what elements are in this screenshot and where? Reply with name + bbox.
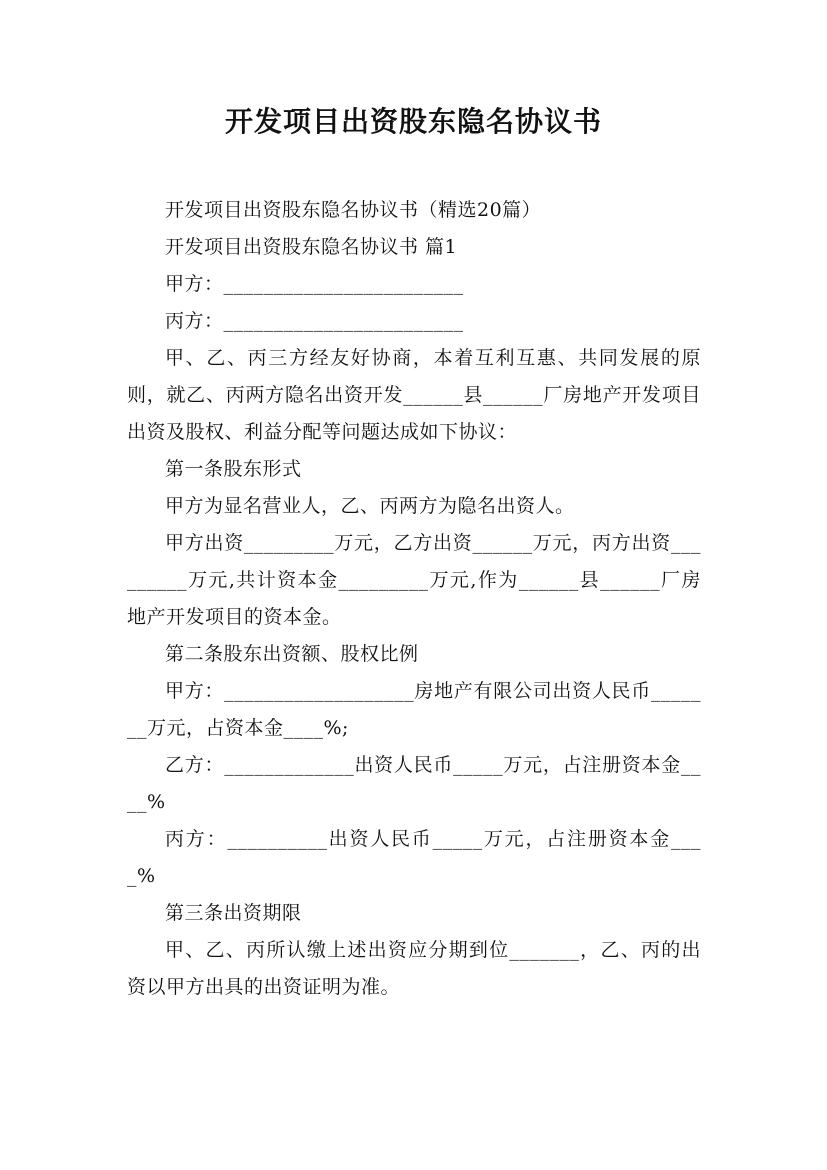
document-title: 开发项目出资股东隐名协议书 bbox=[224, 105, 602, 138]
article-2-heading: 第二条股东出资额、股权比例 bbox=[165, 643, 419, 665]
party-c-contribution: 丙方：__________出资人民币_____万元，占注册资本金____% bbox=[127, 828, 701, 887]
section-heading: 开发项目出资股东隐名协议书 篇1 bbox=[165, 236, 458, 258]
document-body bbox=[127, 192, 701, 1006]
article-1-paragraph: 甲方为显名营业人，乙、丙两方为隐名出资人。 bbox=[165, 495, 575, 517]
article-3-heading: 第三条出资期限 bbox=[165, 902, 302, 924]
party-a-line: 甲方：________________________ bbox=[165, 273, 464, 295]
party-a-contribution: 甲方：___________________房地产有限公司出资人民币_______万元，占资本金____%; bbox=[127, 680, 701, 739]
party-c-line: 丙方：________________________ bbox=[165, 310, 464, 332]
capital-paragraph: 甲方出资_________万元，乙方出资______万元，丙方出资_________万元,共计资本金_________万元,作为______县______厂房地产开发项目的资本金。 bbox=[127, 532, 701, 628]
article-1-heading: 第一条股东形式 bbox=[165, 458, 302, 480]
intro-paragraph: 甲、乙、丙三方经友好协商，本着互利互惠、共同发展的原则，就乙、丙两方隐名出资开发______县______厂房地产开发项目出资及股权、利益分配等问题达成如下协议： bbox=[127, 347, 701, 443]
subtitle-line: 开发项目出资股东隐名协议书（精选20篇） bbox=[165, 199, 542, 221]
article-3-paragraph: 甲、乙、丙所认缴上述出资应分期到位_______，乙、丙的出资以甲方出具的出资证明为准。 bbox=[127, 939, 701, 998]
party-b-contribution: 乙方：_____________出资人民币_____万元，占注册资本金____% bbox=[127, 754, 701, 813]
